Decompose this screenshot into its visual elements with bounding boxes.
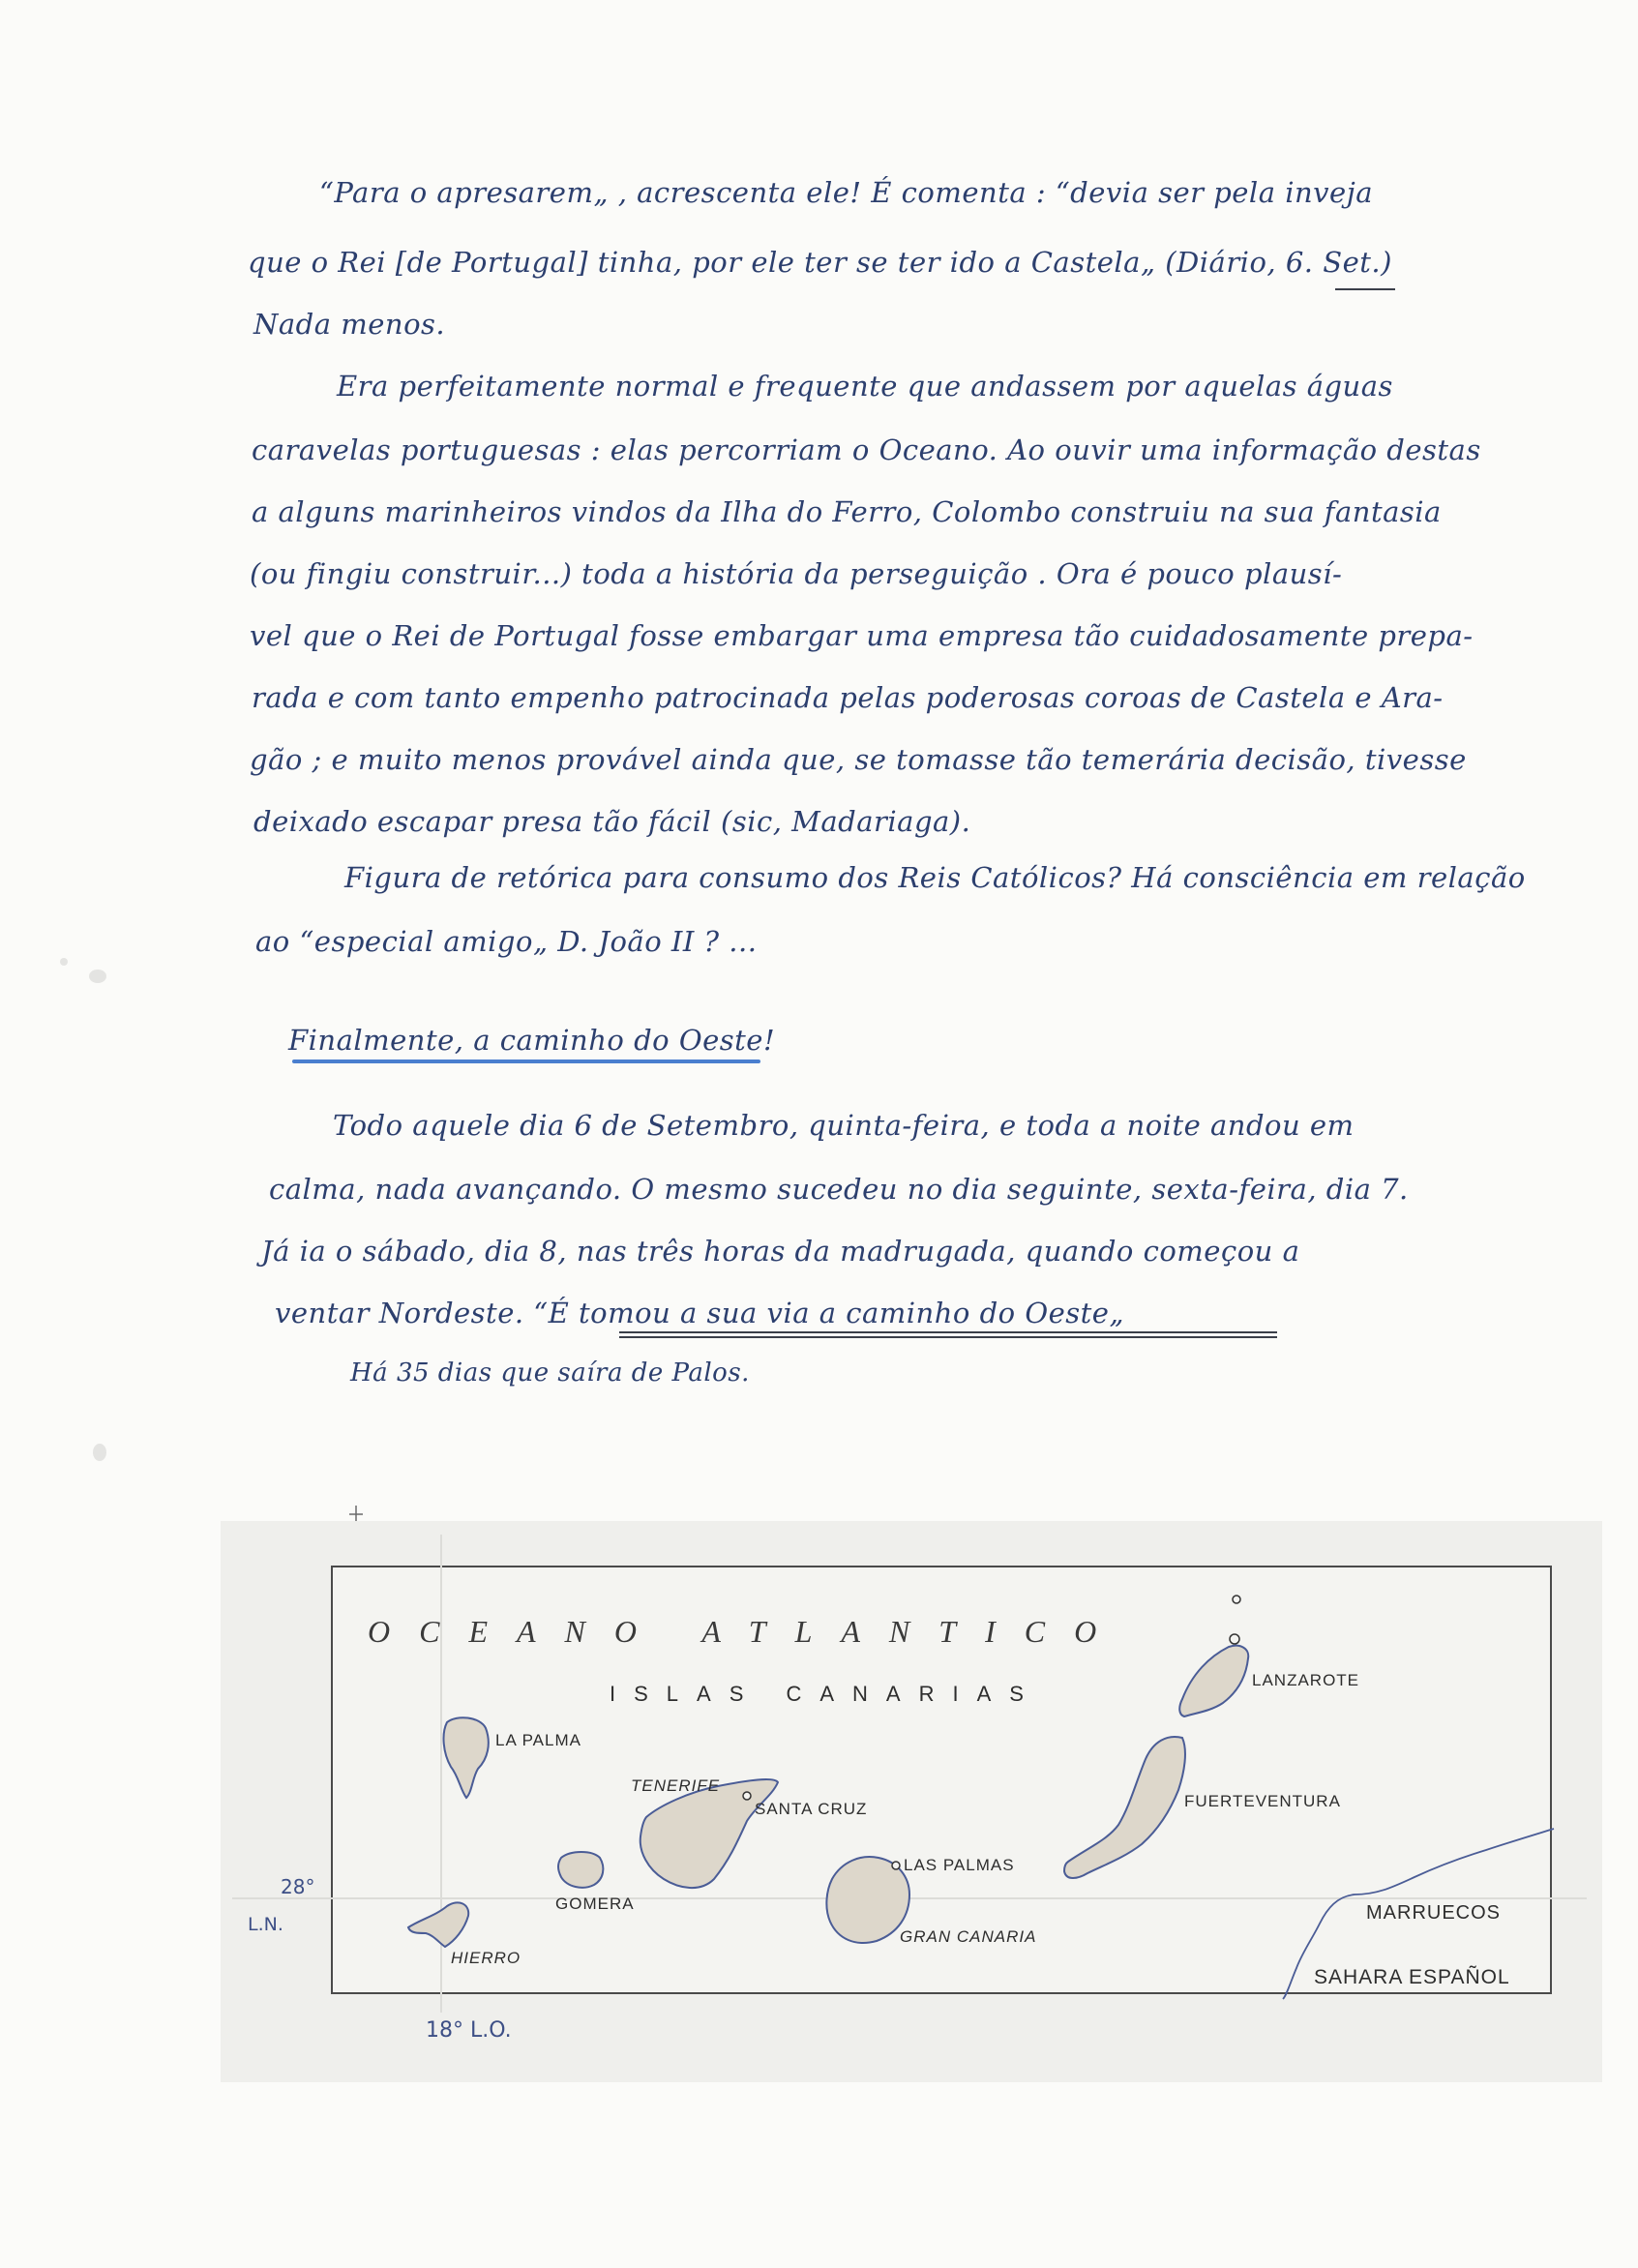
latitude-value: 28° [281, 1875, 315, 1898]
graciosa-islet [1230, 1634, 1239, 1644]
ocean-label: OCEANO ATLANTICO [368, 1614, 1126, 1649]
longitude-note: 18° L.O. [426, 2018, 512, 2043]
label-sahara: SAHARA ESPAÑOL [1314, 1966, 1510, 1988]
text-line: caravelas portuguesas : elas percorriam o Oceano. Ao ouvir uma informação destas [252, 433, 1481, 466]
text-line: gão ; e muito menos provável ainda que, se tomasse tão temerária decisão, tivesse [250, 743, 1467, 776]
text-line: deixado escapar presa tão fácil (sic, Madariaga). [253, 805, 971, 838]
la-palma-island [444, 1717, 489, 1798]
label-hierro: HIERRO [451, 1949, 521, 1967]
text-line: (ou fingiu construir...) toda a história da perseguição . Ora é pouco plausí- [250, 557, 1343, 590]
text-line: Figura de retórica para consumo dos Reis Católicos? Há consciência em relação [344, 861, 1526, 894]
text-line: rada e com tanto empenho patrocinada pelas poderosas coroas de Castela e Ara- [252, 681, 1444, 714]
las-palmas-marker [892, 1862, 900, 1869]
text-line: Há 35 dias que saíra de Palos. [350, 1358, 750, 1388]
fuerteventura-island [1064, 1737, 1185, 1878]
label-gomera: GOMERA [555, 1895, 635, 1913]
text-line: Era perfeitamente normal e frequente que andassem por aquelas águas [337, 370, 1393, 403]
label-las-palmas: LAS PALMAS [904, 1856, 1015, 1874]
alegranza-islet [1233, 1596, 1240, 1603]
label-marruecos: MARRUECOS [1366, 1902, 1502, 1924]
gomera-island [558, 1852, 603, 1888]
santa-cruz-marker [743, 1792, 751, 1800]
registration-mark [349, 1506, 363, 1521]
label-lanzarote: LANZAROTE [1252, 1671, 1360, 1689]
section-heading: Finalmente, a caminho do Oeste! [288, 1024, 776, 1057]
text-line: ventar Nordeste. “É tomou a sua via a caminho do Oeste„ [275, 1297, 1124, 1329]
text-line: ao “especial amigo„ D. João II ? ... [255, 925, 758, 958]
label-la-palma: LA PALMA [495, 1731, 581, 1749]
text-line: vel que o Rei de Portugal fosse embargar uma empresa tão cuidadosamente prepa- [250, 619, 1474, 652]
text-line: que o Rei [de Portugal] tinha, por ele ter se ter ido a Castela„ (Diário, 6. Set.) [248, 246, 1392, 279]
label-tenerife: TENERIFE [631, 1776, 721, 1795]
label-santa-cruz: SANTA CRUZ [755, 1800, 868, 1818]
text-line: “Para o apresarem„ , acrescenta ele! É comenta : “devia ser pela inveja [319, 176, 1373, 209]
text-line: calma, nada avançando. O mesmo sucedeu no dia seguinte, sexta-feira, dia 7. [269, 1173, 1409, 1206]
text-line: Já ia o sábado, dia 8, nas três horas da madrugada, quando começou a [261, 1235, 1300, 1268]
hierro-island [408, 1902, 468, 1947]
text-line: Nada menos. [253, 308, 446, 341]
label-gran-canaria: GRAN CANARIA [900, 1927, 1037, 1946]
latitude-unit: L.N. [248, 1914, 283, 1935]
label-fuerteventura: FUERTEVENTURA [1184, 1792, 1341, 1810]
text-line: Todo aquele dia 6 de Setembro, quinta-feira, e toda a noite andou em [333, 1109, 1355, 1142]
text-line: a alguns marinheiros vindos da Ilha do Ferro, Colombo construiu na sua fantasia [252, 495, 1442, 528]
lanzarote-island [1179, 1646, 1248, 1716]
archipelago-label: ISLAS CANARIAS [610, 1682, 1042, 1706]
